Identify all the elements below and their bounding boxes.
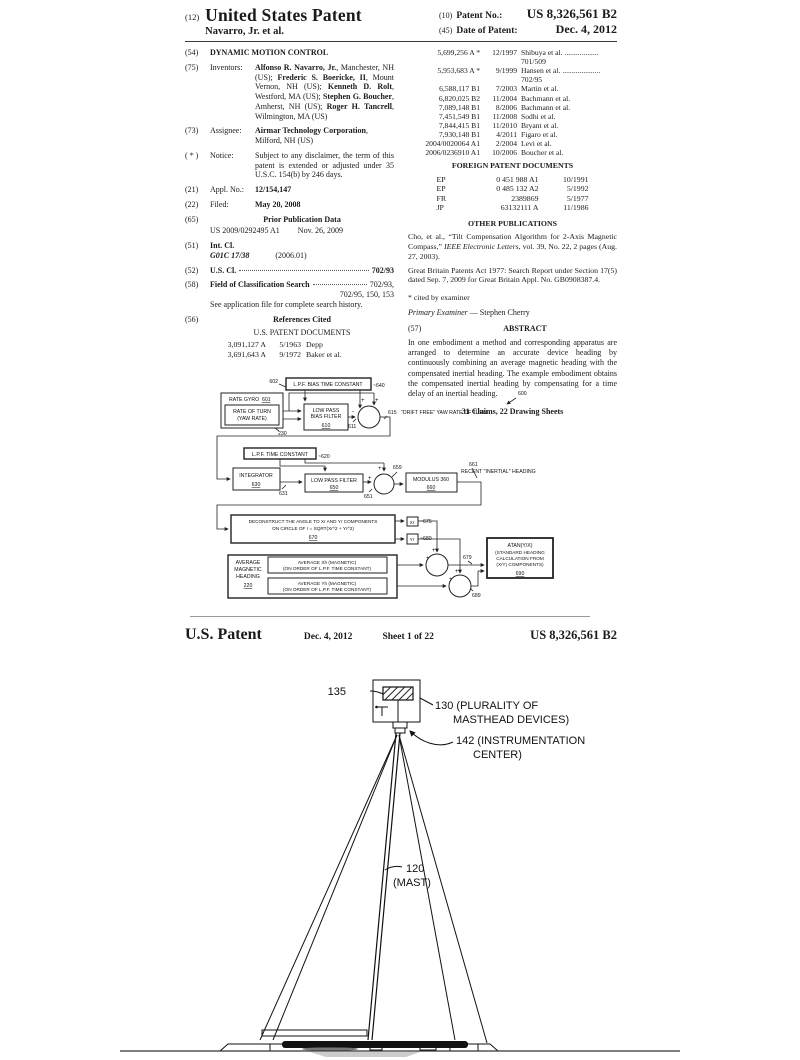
plus-sign: + bbox=[449, 577, 453, 583]
ref-631: 631 bbox=[279, 491, 288, 497]
patent-row bbox=[408, 148, 617, 157]
reference-row bbox=[210, 350, 394, 360]
label-deconstruct-2: ON CIRCLE OF r = SQRT(Xr^2 + Yr^2) bbox=[272, 526, 354, 531]
patent-row-date: 4/2011 bbox=[496, 129, 517, 139]
ref-number: 3,691,643 A bbox=[227, 349, 266, 359]
field-code: (56) bbox=[185, 314, 199, 324]
field-code: (65) bbox=[185, 214, 199, 224]
field-75-inventors bbox=[185, 63, 394, 122]
patent-number: US 8,326,561 B2 bbox=[526, 6, 617, 21]
plus-sign: + bbox=[375, 398, 379, 404]
label-bias-filter: BIAS FILTER bbox=[310, 414, 342, 420]
label-average: AVERAGE bbox=[235, 560, 261, 566]
foreign-date: 5/1992 bbox=[566, 184, 589, 194]
us-cl-value: 702/93 bbox=[371, 265, 394, 275]
foreign-date: 5/1977 bbox=[566, 193, 589, 203]
other-pubs-heading: OTHER PUBLICATIONS bbox=[468, 218, 557, 228]
dotted-leader bbox=[313, 284, 367, 285]
label-deconstruct-1: DECONSTRUCT THE ANGLE TO Xr AND Yr COMPONENTS bbox=[248, 519, 378, 524]
summing-node-1 bbox=[358, 406, 380, 428]
hull-and-deck bbox=[120, 1030, 680, 1057]
patent-row-date: 9/1999 bbox=[495, 66, 517, 76]
field-56-references bbox=[185, 315, 394, 360]
label-yaw-rate: (YAW RATE) bbox=[237, 416, 267, 422]
patent-row-name: Bachmann et al. bbox=[521, 102, 571, 112]
patent-row-date: 2/2004 bbox=[495, 139, 517, 149]
field-code: (21) bbox=[185, 185, 199, 194]
label-rate-of-turn: RATE OF TURN bbox=[233, 409, 271, 415]
sheet1-sailboat-figure bbox=[120, 660, 680, 1060]
field-51-int-cl bbox=[185, 241, 394, 261]
ref-date: 5/1963 bbox=[279, 340, 301, 349]
foreign-row bbox=[437, 194, 589, 204]
header-right bbox=[439, 6, 617, 37]
ref-680: ~680 bbox=[420, 536, 432, 542]
summing-node-2 bbox=[374, 474, 394, 494]
patent-row bbox=[408, 48, 617, 66]
assignee-label: Assignee: bbox=[210, 126, 242, 136]
foreign-number: 2389869 bbox=[511, 193, 539, 203]
label-low-pass-filter: LOW PASS FILTER bbox=[311, 478, 357, 484]
field-code-10: (10) bbox=[439, 11, 453, 20]
ref-name: Depp bbox=[306, 340, 323, 349]
ref-630: 630 bbox=[251, 482, 261, 488]
patent-row-date: 12/1997 bbox=[492, 48, 517, 57]
label-rate-gyro: RATE GYRO bbox=[229, 397, 260, 403]
primary-examiner: Primary Examiner — Stephen Cherry bbox=[408, 308, 530, 318]
front-page-columns bbox=[185, 48, 617, 417]
ref-675: ~675 bbox=[420, 519, 432, 525]
foreign-row bbox=[437, 184, 589, 194]
field-code: (51) bbox=[185, 241, 199, 250]
figure-ref-600: 600 bbox=[518, 391, 527, 397]
foreign-row bbox=[437, 203, 589, 213]
label-integrator: INTEGRATOR bbox=[239, 473, 273, 479]
foreign-number: 0 451 988 A1 bbox=[496, 174, 539, 184]
patent-row-date: 11/2004 bbox=[492, 93, 517, 103]
ref-620: ~620 bbox=[318, 454, 330, 460]
publication-2: Great Britain Patents Act 1977: Search Report under Section 17(5) dated Sep. 7, 2009 for Great Britain Appl. No. GB0908387.4. bbox=[408, 265, 617, 285]
field-code: (54) bbox=[185, 48, 199, 57]
patent-front-header bbox=[185, 6, 617, 42]
patent-row-date: 11/2008 bbox=[492, 111, 517, 121]
page-divider bbox=[190, 616, 590, 617]
cited-by-examiner: * cited by examiner bbox=[408, 292, 470, 302]
patent-row bbox=[408, 84, 617, 93]
instrumentation-center-collar bbox=[395, 728, 405, 733]
plus-sign: + bbox=[426, 556, 430, 562]
date-of-patent: Dec. 4, 2012 bbox=[555, 22, 617, 36]
field-code: ( * ) bbox=[185, 150, 199, 160]
patent-row bbox=[408, 103, 617, 112]
sheet-header-patent-no: US 8,326,561 B2 bbox=[530, 628, 617, 642]
patent-row bbox=[408, 112, 617, 121]
sheet-header-date: Dec. 4, 2012 bbox=[303, 632, 353, 642]
field-code: (73) bbox=[185, 126, 199, 136]
abstract-heading-row bbox=[408, 324, 617, 334]
label-recent-inertial-heading: RECENT "INERTIAL" HEADING bbox=[461, 469, 536, 475]
field-73-assignee bbox=[185, 126, 394, 146]
foreign-docs-heading: FOREIGN PATENT DOCUMENTS bbox=[451, 161, 574, 171]
masthead-device-hatched bbox=[383, 687, 413, 700]
dotted-leader bbox=[239, 270, 369, 271]
date-of-patent-label: Date of Patent: bbox=[456, 26, 518, 36]
us-patent-docs-table bbox=[408, 48, 617, 157]
us-patent-docs-heading: U.S. PATENT DOCUMENTS bbox=[253, 328, 351, 338]
patent-row-number: 6,820,025 B2 bbox=[438, 93, 480, 103]
label-lpf-bias-tc: L.P.F. BIAS TIME CONSTANT bbox=[293, 382, 363, 388]
patent-row-name: Boucher et al. bbox=[521, 148, 564, 158]
patent-row-date: 8/2006 bbox=[495, 102, 517, 112]
ref-142-line1: 142 (INSTRUMENTATION bbox=[456, 735, 586, 747]
box-rate-of-turn bbox=[225, 405, 279, 425]
notice-label: Notice: bbox=[210, 150, 234, 160]
label-heading: HEADING bbox=[236, 574, 260, 580]
references-heading: References Cited bbox=[273, 314, 331, 324]
int-cl-label: Int. Cl. bbox=[210, 241, 235, 250]
hull-below-waterline bbox=[310, 1052, 420, 1057]
field-search-value2: 702/95, 150, 153 bbox=[339, 290, 394, 299]
int-cl-class: G01C 17/38 bbox=[210, 250, 250, 260]
label-lpf-tc: L.P.F. TIME CONSTANT bbox=[252, 452, 308, 458]
plus-sign: + bbox=[455, 569, 459, 575]
ref-610: 610 bbox=[321, 423, 331, 429]
invention-title: DYNAMIC MOTION CONTROL bbox=[210, 48, 329, 57]
foreign-docs-table bbox=[408, 175, 617, 213]
ref-689: 689 bbox=[472, 593, 481, 599]
sheet-header-sheet: Sheet 1 of 22 bbox=[382, 632, 434, 642]
label-yr: Yr bbox=[409, 537, 415, 542]
us-refs-left-table bbox=[210, 340, 394, 359]
patent-row bbox=[408, 94, 617, 103]
figure-labels bbox=[328, 686, 586, 889]
ref-690: 690 bbox=[515, 571, 525, 577]
patent-row-name: Sodhi et al. bbox=[521, 111, 556, 121]
plus-sign: + bbox=[432, 548, 436, 554]
patent-row-date: 10/2006 bbox=[492, 148, 517, 158]
label-magnetic: MAGNETIC bbox=[234, 567, 262, 573]
ref-640: ~640 bbox=[373, 383, 385, 389]
field-22-filed bbox=[185, 200, 394, 210]
field-search-note: See application file for complete search history. bbox=[210, 299, 363, 309]
patent-row-name: Hansen et al. .................... 702/95 bbox=[521, 66, 601, 85]
patent-row-number: 7,451,549 B1 bbox=[438, 111, 480, 121]
inventors-label: Inventors: bbox=[210, 62, 243, 72]
instrumentation-center-bracket bbox=[393, 722, 407, 728]
patent-no-label: Patent No.: bbox=[456, 11, 503, 21]
ref-120: 120 bbox=[406, 863, 425, 875]
patent-row bbox=[408, 139, 617, 148]
field-code-12: (12) bbox=[185, 12, 200, 22]
patent-row-number: 2006/0236910 A1 bbox=[425, 148, 480, 158]
appl-no-label: Appl. No.: bbox=[210, 185, 244, 194]
field-notice bbox=[185, 151, 394, 180]
field-21-appl-no bbox=[185, 185, 394, 195]
foreign-row bbox=[437, 175, 589, 185]
ref-660: 660 bbox=[426, 485, 436, 491]
patent-row-name: Bachmann et al. bbox=[521, 93, 571, 103]
ref-name: Baker et al. bbox=[306, 349, 342, 359]
foreign-number: 0 485 132 A2 bbox=[496, 184, 539, 194]
prior-pub-date: Nov. 26, 2009 bbox=[297, 226, 344, 236]
label-modulus-360: MODULUS 360 bbox=[412, 477, 450, 483]
us-cl-label: U.S. Cl. bbox=[210, 265, 237, 275]
prior-pub-number: US 2009/0292495 A1 bbox=[210, 226, 280, 236]
label-average-xh-2: (ON ORDER OF L.P.F. TIME CONSTANT) bbox=[282, 566, 372, 571]
ref-130-line2: MASTHEAD DEVICES) bbox=[453, 714, 570, 726]
label-atan-3: CALCULATION FROM bbox=[496, 556, 544, 561]
claims-line: 31 Claims, 22 Drawing Sheets bbox=[461, 407, 564, 417]
ref-number: 3,091,127 A bbox=[227, 340, 266, 349]
reference-row bbox=[210, 340, 394, 350]
plus-sign: + bbox=[378, 466, 382, 472]
patent-row-number: 7,930,148 B1 bbox=[438, 129, 480, 139]
field-code: (58) bbox=[185, 280, 199, 290]
patent-row bbox=[408, 66, 617, 84]
ref-650: 650 bbox=[329, 485, 339, 491]
patent-row-number: 5,699,256 A * bbox=[437, 48, 480, 57]
field-52-us-cl bbox=[185, 266, 394, 276]
field-code: (52) bbox=[185, 265, 199, 275]
field-65-prior-publication bbox=[185, 215, 394, 237]
wind-vane-icon bbox=[375, 706, 388, 716]
field-code-57: (57) bbox=[408, 324, 422, 334]
patent-row-number: 7,844,415 B1 bbox=[438, 120, 480, 130]
abstract-heading: ABSTRACT bbox=[503, 324, 547, 334]
foreign-country: EP bbox=[436, 174, 446, 184]
patent-row-name: Levi et al. bbox=[521, 139, 552, 149]
patent-row-date: 7/2003 bbox=[495, 84, 517, 94]
minus-sign: - bbox=[352, 409, 354, 415]
foreign-number: 63132111 A bbox=[500, 203, 539, 213]
ref-651: 651 bbox=[364, 494, 373, 500]
prior-pub-heading: Prior Publication Data bbox=[263, 214, 341, 224]
ref-670: 670 bbox=[308, 535, 318, 541]
field-code: (75) bbox=[185, 62, 199, 72]
ref-661: 661 bbox=[469, 462, 478, 468]
field-search-value: 702/93, bbox=[369, 280, 394, 290]
label-atan: ATAN(Y/X) bbox=[507, 543, 533, 549]
field-58-classification-search bbox=[185, 280, 394, 309]
foreign-country: JP bbox=[436, 203, 444, 213]
first-named-inventor: Navarro, Jr. et al. bbox=[205, 26, 284, 38]
right-column bbox=[408, 48, 617, 417]
field-search-label: Field of Classification Search bbox=[210, 280, 310, 290]
publication-1: Cho, et al., “Tilt Compensation Algorithm for 2-Axis Magnetic Compass,” IEEE Electronic Letters, vol. 39, No. 22, 2 pages (Aug. 27, 2003). bbox=[408, 232, 617, 261]
ref-220: 220 bbox=[243, 583, 253, 589]
patent-row bbox=[408, 121, 617, 130]
sheet-header bbox=[185, 626, 617, 644]
patent-row-number: 5,953,683 A * bbox=[437, 66, 480, 76]
masthead-unit-box bbox=[373, 680, 420, 722]
ref-679: 679 bbox=[463, 555, 472, 561]
left-column bbox=[185, 48, 394, 417]
ref-142-line2: CENTER) bbox=[473, 749, 522, 761]
field-code: (22) bbox=[185, 199, 199, 209]
label-atan-2: (STANDARD HEADING bbox=[495, 550, 545, 555]
ref-615: 615 bbox=[388, 410, 397, 416]
ref-130-line1: 130 (PLURALITY OF bbox=[435, 700, 539, 712]
plus-sign: + bbox=[368, 476, 372, 482]
foreign-country: FR bbox=[436, 193, 447, 203]
header-left bbox=[185, 6, 362, 37]
document-title: United States Patent bbox=[205, 5, 362, 25]
label-average-yh: AVERAGE Yh (MAGNETIC) bbox=[297, 581, 357, 586]
deck-rail bbox=[262, 1030, 367, 1036]
patent-row-name: Bryant et al. bbox=[521, 120, 559, 130]
foreign-date: 11/1986 bbox=[563, 203, 589, 213]
foreign-country: EP bbox=[436, 184, 446, 194]
sailboat-rigging bbox=[260, 733, 487, 1043]
patent-row-date: 11/2010 bbox=[492, 120, 517, 130]
label-average-yh-2: (ON ORDER OF L.P.F. TIME CONSTANT) bbox=[282, 587, 372, 592]
patent-row-name: Shibuya et al. .................. 701/509 bbox=[521, 48, 599, 67]
label-low-pass: LOW PASS bbox=[312, 408, 340, 414]
ref-602: 602 bbox=[269, 379, 278, 385]
ref-135: 135 bbox=[327, 686, 346, 698]
filed-date: May 20, 2008 bbox=[255, 199, 301, 209]
abstract-text: In one embodiment a method and corresponding apparatus are arranged to determine an accurate device heading by continuously combining an average magnetic heading with the compensated inertial heading. The example embodiment obtains the compensated inertial heading by compensating for a time delay of an inertial heading. bbox=[408, 337, 617, 399]
label-drift-free: "DRIFT FREE" YAW RATE OF TURN bbox=[401, 410, 488, 416]
patent-row-number: 7,089,148 B1 bbox=[438, 102, 480, 112]
ref-601: 601 bbox=[262, 397, 271, 403]
sheet-header-title: U.S. Patent bbox=[185, 626, 262, 643]
field-code-45: (45) bbox=[439, 26, 453, 35]
patent-row-name: Figaro et al. bbox=[521, 129, 558, 139]
patent-row bbox=[408, 130, 617, 139]
inventors-list: Alfonso R. Navarro, Jr., Manchester, NH (US); Frederic S. Boericke, II, Mount Vernon, NH (US); Kenneth D. Rolt, Westford, MA (US); Stephen G. Boucher, Amherst, NH (US); Roger H. Tancrell, Wilmington, MA (US) bbox=[255, 62, 394, 121]
label-atan-4: (X/Y) COMPONENTS) bbox=[496, 562, 544, 567]
plus-sign: + bbox=[361, 398, 365, 404]
label-average-xh: AVERAGE Xh (MAGNETIC) bbox=[297, 560, 357, 565]
assignee-name: Airmar Technology Corporation, Milford, NH (US) bbox=[255, 126, 368, 145]
foreign-date: 10/1991 bbox=[562, 174, 589, 184]
ref-230: 230 bbox=[278, 431, 287, 437]
ref-date: 9/1972 bbox=[279, 349, 301, 359]
ref-659: 659 bbox=[393, 465, 402, 471]
patent-row-number: 2004/0020064 A1 bbox=[425, 139, 480, 149]
patent-row-name: Martin et al. bbox=[521, 84, 559, 94]
label-xr: Xr bbox=[409, 520, 415, 525]
field-54-title bbox=[185, 48, 394, 58]
appl-no-value: 12/154,147 bbox=[255, 185, 292, 194]
int-cl-year: (2006.01) bbox=[275, 250, 307, 260]
abstract-figure-diagram bbox=[185, 372, 585, 617]
notice-text: Subject to any disclaimer, the term of this patent is extended or adjusted under 35 U.S.C. 154(b) by 246 days. bbox=[255, 150, 394, 180]
patent-row-number: 6,588,117 B1 bbox=[439, 84, 480, 94]
ref-120-mast: (MAST) bbox=[393, 877, 431, 889]
filed-label: Filed: bbox=[210, 199, 229, 209]
ref-611: 611 bbox=[348, 424, 357, 430]
